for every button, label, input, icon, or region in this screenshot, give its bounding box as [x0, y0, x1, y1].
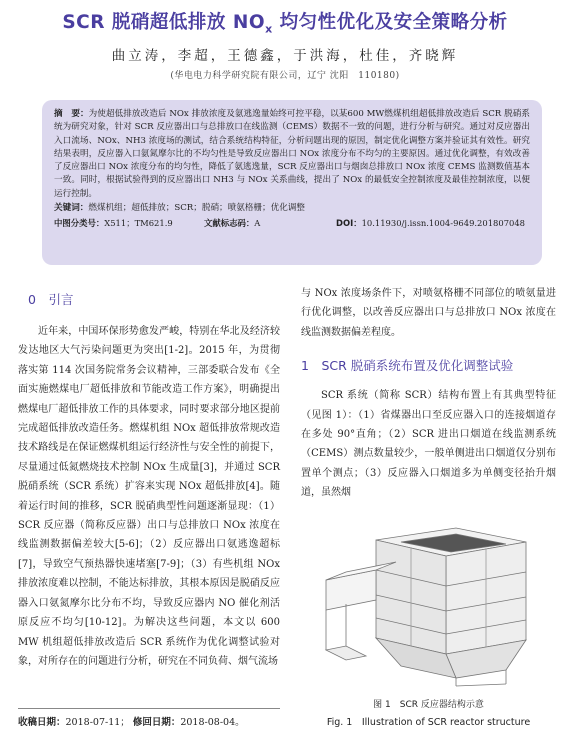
right-paragraph-continued: 与 NOx 浓度场条件下，对喷氨格栅不同部位的喷氨量进行优化调整，以改善反应器出口与总排放口 NOx 浓度在线监测数据偏差程度。: [301, 288, 556, 338]
classification-line: [54, 217, 530, 230]
right-column: [301, 290, 556, 503]
section-heading-1: 1 SCR 脱硝系统布置及优化调整试验: [301, 358, 514, 374]
abstract-label: 摘 要：: [54, 109, 89, 119]
left-column: [18, 290, 280, 671]
scr-reactor-drawing: [306, 520, 558, 688]
clc-value: X511；TM621.9: [104, 218, 173, 229]
clc-label: 中图分类号：: [54, 218, 105, 229]
paper-title: SCR 脱硝超低排放 $NO_x$ 均匀性优化及安全策略分析: [62, 12, 508, 36]
intro-paragraph: 近年来，中国环保形势愈发严峻，特别在华北及经济较发达地区大气污染问题更为突出[1-2]。2015 年，为贯彻落实第 114 次国务院常务会议精神，三部委联合发布《全面实施燃煤电厂超低排放和节能改造工作方案》，明确提出燃煤电厂超低排放工作的具体要求，同时要求部分地区提前完成超低排放改造任务。燃煤机组 NOx 超低排放常规改造技术路线是在保证燃煤机组运行经济性与安全性的前提下，尽量通过低氮燃烧技术控制 NOx 生成量[3]，并通过 SCR 脱硝系统（SCR 系统）扩容来实现 NOx 超低排放[4]。随着运行时间的推移，SCR 脱硝典型性问题逐渐显现：（1）SCR 反应器（简称反应器）出口与总排放口 NOx 浓度在线监测数据偏差较大[5-6]；（2）反应器出口氨逃逸超标[7]，导致空气预热器快速堵塞[7-9]；（3）有些机组 NOx 排放浓度难以控制，不能达标排放，其根本原因是脱硝反应器入口氨氮摩尔比分布不均，导致反应器内 NO 催化剂活原反应不均匀[10-12]。为解决这些问题，本文以 600 MW 机组超低排放改造后 SCR 系统作为优化调整试验对象，对所存在的问题进行分析，研究在不同负荷、烟气流场: [18, 326, 280, 667]
figure-caption-en: Fig. 1 Illustration of SCR reactor structure: [326, 717, 531, 728]
doc-code-label: 文献标志码：: [204, 218, 255, 229]
footer-dates: [18, 714, 245, 728]
doi-value: 10.11930/j.issn.1004-9649.201807048: [361, 218, 526, 229]
received-date: 2018-07-11；: [65, 717, 130, 728]
abstract-text: 为使超低排放改造后 NOx 排放浓度及氨逃逸量始终可控平稳，以某600 MW燃煤机组超低排放改造后 SCR 脱硝系统为研究对象，针对 SCR 反应器出口与总排放口在线监测（CEMS）数据不一致的问题，进行分析与研究。通过对反应器出入口流场、NOx、NH3 浓度场的测试，结合系统结构特征，分析问题出现的原因，制定优化调整方案并验证其有效性。研究结果表明，反应器入口氨氮摩尔比的不均匀性是导致反应器出口 NOx 浓度分布不均匀的主要原因。通过优化调整，有效改善了反应器出口 NOx 浓度分布的均匀性，降低了氨逃逸量，SCR 反应器出口与烟囱总排放口 NOx 浓度 CEMS 监测数值基本一致。同时，根据试验得到的反应器出口 NH3 与 NOx 关系曲线，提出了 NOx 的最低安全控制浓度及最佳控制浓度，以便运行控制。: [54, 109, 530, 199]
doi-label: DOI：: [336, 218, 362, 229]
section1-paragraph: SCR 系统（简称 SCR）结构布置上有其典型特征（见图 1）：（1）省煤器出口至反应器入口的连接烟道存在多处 90°直角；（2）SCR 进出口烟道在线监测系统（CEMS）测点数量较少，一般单侧进出口烟道仅分别布置单个测点；（3）反应器入口烟道多为单侧变径抬升烟道，虽然烟: [301, 390, 556, 499]
scr-reactor-diagram: [306, 520, 558, 688]
section-heading-intro: 0 引言: [28, 292, 74, 307]
keywords-text: 燃煤机组；超低排放；SCR；脱硝；喷氨格栅；优化调整: [88, 203, 305, 214]
revised-date: 2018-08-04。: [180, 717, 245, 728]
received-label: 收稿日期：: [18, 717, 66, 728]
abstract-box: [42, 100, 542, 265]
abstract-paragraph: [54, 108, 530, 201]
keywords-line: [54, 202, 530, 215]
footer-rule: [18, 708, 280, 709]
figure-caption-cn: 图 1 SCR 反应器结构示意: [373, 700, 484, 710]
author-list: 曲立涛，李超，王德鑫，于洪海，杜佳，齐晓辉: [111, 48, 459, 64]
doc-code-value: A: [254, 218, 261, 229]
revised-label: 修回日期：: [132, 717, 181, 728]
affiliation: (华电电力科学研究院有限公司，辽宁 沈阳 110180): [170, 71, 400, 81]
keywords-label: 关键词：: [54, 203, 89, 214]
